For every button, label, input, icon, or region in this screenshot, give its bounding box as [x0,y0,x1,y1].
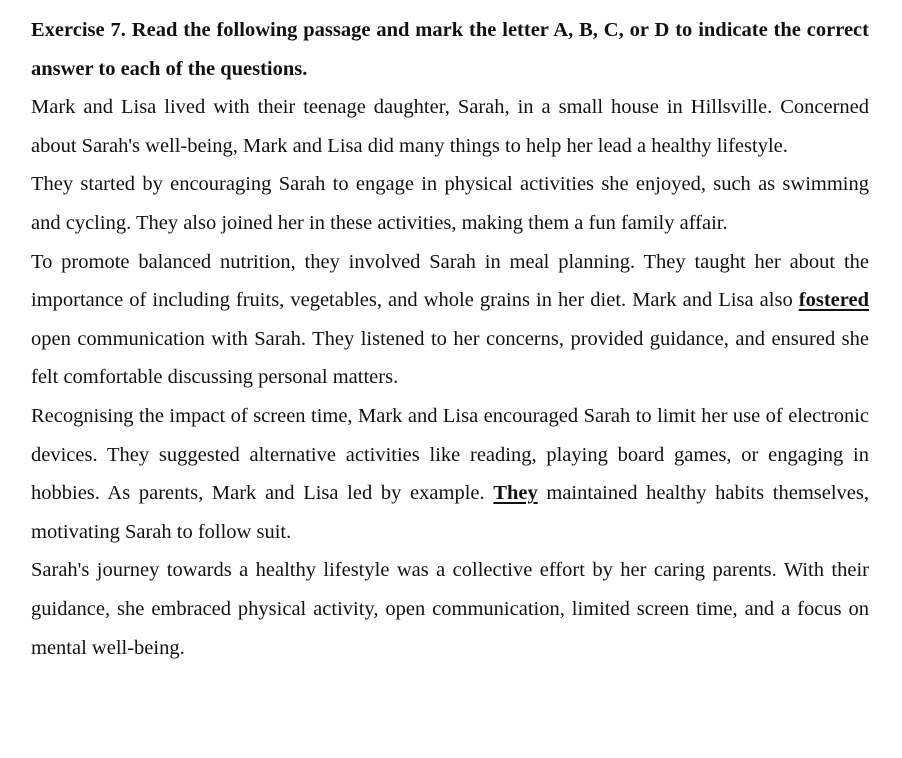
paragraph-1: Mark and Lisa lived with their teenage daughter, Sarah, in a small house in Hillsville. Concerned about Sarah's well-being, Mark and Lisa did many things to help her lead a healthy lifestyle. [31,96,869,157]
exercise-title: Exercise 7. Read the following passage and mark the letter A, B, C, or D to indicate the correct answer to each of the questions. [31,19,869,80]
paragraph-5: Sarah's journey towards a healthy lifestyle was a collective effort by her caring parents. With their guidance, she embraced physical activity, open communication, limited screen time, and a focus on mental well-being. [31,559,869,659]
reading-passage-document [31,11,869,667]
paragraph-4 [31,397,869,551]
paragraph-3-text-after: open communication with Sarah. They listened to her concerns, provided guidance, and ensured she felt comfortable discussing personal matters. [31,327,869,389]
paragraph-3-text-before: To promote balanced nutrition, they involved Sarah in meal planning. They taught her about the importance of including fruits, vegetables, and whole grains in her diet. Mark and Lisa also [31,250,869,312]
paragraph-4-text-before: Recognising the impact of screen time, Mark and Lisa encouraged Sarah to limit her use of electronic devices. They suggested alternative activities like reading, playing board games, or engaging in hobbies. As parents, Mark and Lisa led by example. [31,404,869,505]
paragraph-3 [31,243,869,397]
keyword-fostered: fostered [798,289,869,312]
keyword-they: They [493,482,538,505]
paragraph-2: They started by encouraging Sarah to engage in physical activities she enjoyed, such as swimming and cycling. They also joined her in these activities, making them a fun family affair. [31,173,869,234]
paragraph-4-text-after: maintained healthy habits themselves, motivating Sarah to follow suit. [31,482,869,543]
